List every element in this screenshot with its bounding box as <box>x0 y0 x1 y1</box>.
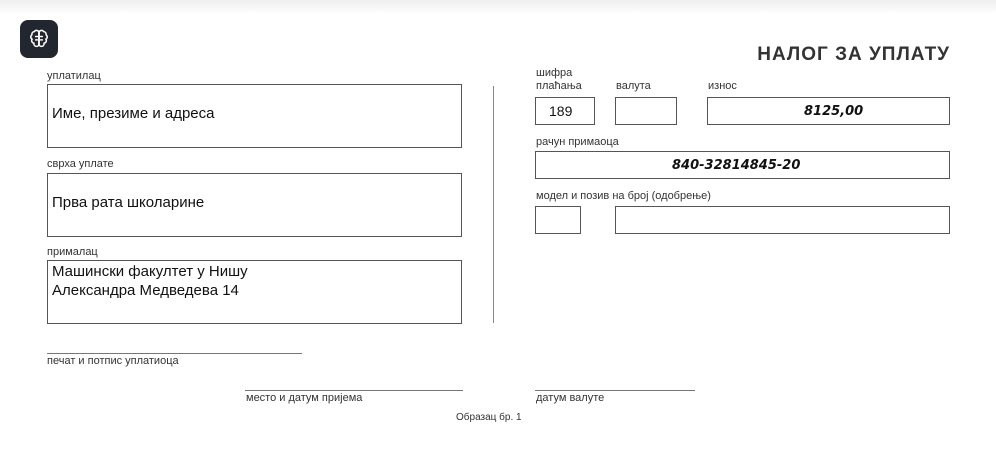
payer-value: Име, презиме и адреса <box>52 105 215 122</box>
value-date-line <box>535 390 695 391</box>
payment-code-label-2: плаћања <box>536 80 582 92</box>
place-date-line <box>245 390 463 391</box>
account-field[interactable] <box>535 151 950 179</box>
app-menu-button[interactable] <box>20 20 58 58</box>
model-field[interactable] <box>535 206 581 234</box>
payment-code-label-1: шифра <box>536 67 573 79</box>
place-date-label: место и датум пријема <box>246 392 363 404</box>
recipient-label: прималац <box>47 246 98 258</box>
amount-field[interactable] <box>707 97 950 125</box>
account-label: рачун примаоца <box>536 136 619 148</box>
top-shade <box>0 0 996 14</box>
signature-line <box>47 353 302 354</box>
amount-value: 8125,00 <box>804 104 864 119</box>
reference-field[interactable] <box>615 206 950 234</box>
recipient-field[interactable] <box>47 260 462 324</box>
payer-field[interactable] <box>47 84 462 148</box>
value-date-label: датум валуте <box>536 392 605 404</box>
payment-code-value: 189 <box>549 103 573 119</box>
purpose-value: Прва рата школарине <box>52 194 205 211</box>
purpose-field[interactable] <box>47 173 462 237</box>
currency-field[interactable] <box>615 97 677 125</box>
payer-label: уплатилац <box>47 70 101 82</box>
amount-label: износ <box>708 80 737 92</box>
form-title: НАЛОГ ЗА УПЛАТУ <box>757 44 950 65</box>
purpose-label: сврха уплате <box>47 158 114 170</box>
column-divider <box>493 86 494 323</box>
model-label: модел и позив на број (одобрење) <box>536 190 711 202</box>
brain-icon <box>29 29 49 49</box>
account-value: 840-32814845-20 <box>672 158 801 173</box>
payment-code-field[interactable] <box>535 97 595 125</box>
currency-label: валута <box>616 80 651 92</box>
signature-label: печат и потпис уплатиоца <box>47 355 179 367</box>
form-number: Образац бр. 1 <box>456 412 522 423</box>
recipient-line-2: Александра Медведева 14 <box>52 282 239 299</box>
recipient-line-1: Машински факултет у Нишу <box>52 263 248 280</box>
